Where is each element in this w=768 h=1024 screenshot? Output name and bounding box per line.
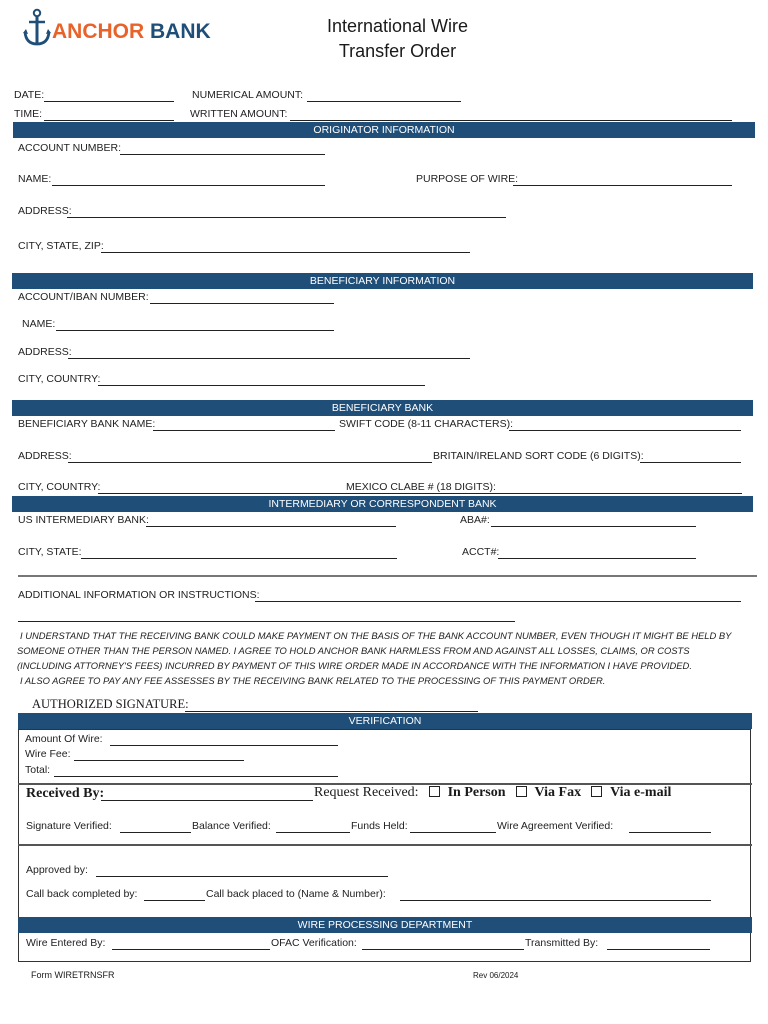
us-bank-label: US INTERMEDIARY BANK: [18,514,149,526]
written-amount-field[interactable] [290,108,732,121]
logo-text [52,20,211,44]
received-by-label: Received By: [26,786,105,801]
verification-section-header: VERIFICATION [18,713,752,729]
bank-name-label: BENEFICIARY BANK NAME: [18,418,156,430]
wire-entered-label: Wire Entered By: [26,937,106,949]
additional-info-label: ADDITIONAL INFORMATION OR INSTRUCTIONS: [18,589,260,601]
iban-field[interactable] [150,291,334,304]
originator-address-field[interactable] [67,205,506,218]
bank-name-field[interactable] [153,418,335,431]
originator-account-label: ACCOUNT NUMBER: [18,142,122,154]
wire-fee-field[interactable] [74,748,244,761]
logo-word-bank: BANK [150,20,211,43]
disclaimer-line-2: SOMEONE OTHER THAN THE PERSON NAMED. I AGREE TO HOLD ANCHOR BANK HARMLESS FROM AND AGAINST ALL LOSSES, CLAIMS, OR COSTS [17,645,690,656]
wire-agreement-field[interactable] [629,820,711,833]
signature-verified-field[interactable] [120,820,191,833]
beneficiary-section-header: BENEFICIARY INFORMATION [12,273,753,289]
time-label: TIME: [14,108,42,120]
callback-completed-label: Call back completed by: [26,888,138,900]
via-email-label: Via e-mail [610,785,672,800]
balance-verified-label: Balance Verified: [192,820,271,832]
form-number: Form WIRETRNSFR [31,970,115,980]
bank-city-label: CITY, COUNTRY: [18,481,101,493]
disclaimer-line-4: I ALSO AGREE TO PAY ANY FEE ASSESSES BY THE RECEIVING BANK RELATED TO THE PROCESSING OF THIS PAYMENT ORDER. [20,675,606,686]
us-bank-field[interactable] [146,514,396,527]
acct-label: ACCT#: [462,546,500,558]
originator-name-label: NAME: [18,173,52,185]
request-received-label: Request Received: [314,785,419,800]
sort-code-field[interactable] [640,450,741,463]
request-received-group [314,785,671,801]
transmitted-field[interactable] [607,937,710,950]
originator-section-header: ORIGINATOR INFORMATION [13,122,755,138]
originator-address-label: ADDRESS: [18,205,72,217]
time-field[interactable] [44,108,174,121]
purpose-field[interactable] [513,173,732,186]
ofac-field[interactable] [362,937,524,950]
additional-info-field[interactable] [255,589,741,602]
title-line-1: International Wire [326,16,469,36]
additional-info-field-2[interactable] [18,609,515,622]
funds-held-field[interactable] [410,820,496,833]
iban-label: ACCOUNT/IBAN NUMBER: [18,291,149,303]
date-field[interactable] [44,89,174,102]
callback-placed-label: Call back placed to (Name & Number): [206,888,386,900]
signature-field[interactable] [185,699,478,712]
amount-of-wire-label: Amount Of Wire: [25,733,103,745]
via-fax-checkbox[interactable] [516,786,527,797]
signature-verified-label: Signature Verified: [26,820,112,832]
written-amount-label: WRITTEN AMOUNT: [190,108,288,120]
beneficiary-address-label: ADDRESS: [18,346,72,358]
disclaimer-line-1: I UNDERSTAND THAT THE RECEIVING BANK COULD MAKE PAYMENT ON THE BASIS OF THE BANK ACCOUNT NUMBER, EVEN THOUGH IT MIGHT BE HELD BY [20,630,732,641]
in-person-checkbox[interactable] [429,786,440,797]
wire-entered-field[interactable] [112,937,270,950]
callback-placed-field[interactable] [400,888,711,901]
total-label: Total: [25,764,51,776]
revision-date: Rev 06/2024 [473,971,519,980]
approved-by-label: Approved by: [26,864,88,876]
swift-label: SWIFT CODE (8-11 CHARACTERS): [339,418,514,430]
swift-field[interactable] [509,418,741,431]
total-field[interactable] [54,764,338,777]
beneficiary-name-label: NAME: [22,318,56,330]
numerical-amount-field[interactable] [307,89,461,102]
beneficiary-name-field[interactable] [56,318,334,331]
transmitted-label: Transmitted By: [525,937,599,949]
bank-address-label: ADDRESS: [18,450,72,462]
intermediary-city-field[interactable] [81,546,397,559]
ofac-label: OFAC Verification: [271,937,357,949]
beneficiary-bank-section-header: BENEFICIARY BANK [12,400,753,416]
beneficiary-city-field[interactable] [98,373,425,386]
purpose-label: PURPOSE OF WIRE: [416,173,519,185]
aba-field[interactable] [491,514,696,527]
via-fax-label: Via Fax [534,785,582,800]
callback-completed-field[interactable] [144,888,205,901]
anchor-icon [22,8,52,48]
authorized-signature-label: AUTHORIZED SIGNATURE: [32,697,189,711]
balance-verified-field[interactable] [276,820,350,833]
disclaimer-line-3: (INCLUDING ATTORNEY'S FEES) INCURRED BY PAYMENT OF THIS WIRE ORDER MADE IN ACCORDANCE WITH THE INFORMATION I HAVE PROVIDED. [17,660,692,671]
originator-city-label: CITY, STATE, ZIP: [18,240,104,252]
aba-label: ABA#: [460,514,490,526]
section-divider [18,575,757,577]
clabe-label: MEXICO CLABE # (18 DIGITS): [346,481,496,493]
bank-address-field[interactable] [68,450,432,463]
verification-divider-2 [18,844,752,846]
approved-by-field[interactable] [96,864,388,877]
received-by-field[interactable] [101,788,313,801]
originator-city-field[interactable] [101,240,470,253]
title-line-2: Transfer Order [338,41,457,61]
wire-fee-label: Wire Fee: [25,748,71,760]
beneficiary-city-label: CITY, COUNTRY: [18,373,101,385]
intermediary-city-label: CITY, STATE: [18,546,82,558]
via-email-checkbox[interactable] [591,786,602,797]
logo-word-anchor: ANCHOR [52,20,145,43]
page-title [290,14,505,64]
in-person-label: In Person [447,785,506,800]
amount-of-wire-field[interactable] [110,733,338,746]
acct-field[interactable] [498,546,696,559]
numerical-amount-label: NUMERICAL AMOUNT: [192,89,304,101]
wire-agreement-label: Wire Agreement Verified: [497,820,614,832]
processing-section-header: WIRE PROCESSING DEPARTMENT [18,917,752,933]
intermediary-section-header: INTERMEDIARY OR CORRESPONDENT BANK [12,496,753,512]
originator-name-field[interactable] [52,173,325,186]
funds-held-label: Funds Held: [351,820,408,832]
date-label: DATE: [14,89,45,101]
sort-code-label: BRITAIN/IRELAND SORT CODE (6 DIGITS): [433,450,644,462]
beneficiary-address-field[interactable] [68,346,470,359]
originator-account-field[interactable] [120,142,325,155]
